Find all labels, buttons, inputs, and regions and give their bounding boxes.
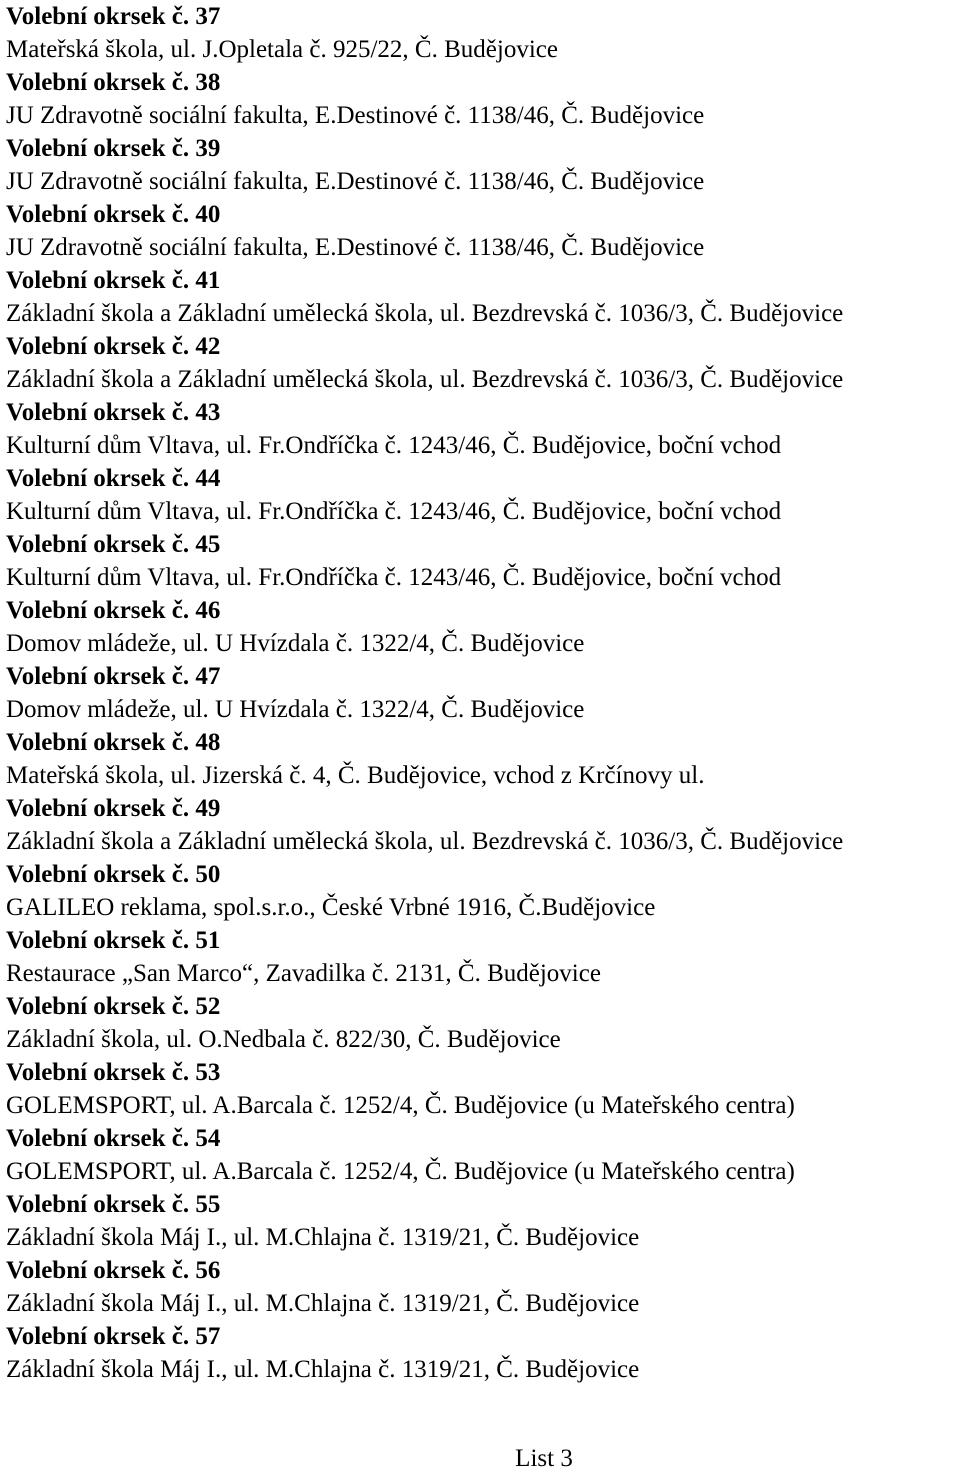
polling-address: JU Zdravotně sociální fakulta, E.Destinové č. 1138/46, Č. Budějovice: [6, 102, 705, 129]
district-entry: [6, 924, 960, 990]
district-list: [6, 0, 960, 1386]
district-heading: Volební okrsek č. 43: [6, 399, 221, 426]
district-entry: [6, 990, 960, 1056]
district-entry: [6, 396, 960, 462]
district-heading: Volební okrsek č. 56: [6, 1257, 221, 1284]
polling-address: Základní škola Máj I., ul. M.Chlajna č. 1319/21, Č. Budějovice: [6, 1290, 640, 1317]
district-heading: Volební okrsek č. 38: [6, 69, 221, 96]
polling-address: Kulturní dům Vltava, ul. Fr.Ondříčka č. 1243/46, Č. Budějovice, boční vchod: [6, 564, 782, 591]
district-heading: Volební okrsek č. 51: [6, 927, 221, 954]
district-entry: [6, 1188, 960, 1254]
district-heading: Volební okrsek č. 37: [6, 3, 221, 30]
district-entry: [6, 858, 960, 924]
polling-address: Základní škola a Základní umělecká škola, ul. Bezdrevská č. 1036/3, Č. Budějovice: [6, 300, 844, 327]
district-entry: [6, 132, 960, 198]
district-heading: Volební okrsek č. 53: [6, 1059, 221, 1086]
polling-address: GOLEMSPORT, ul. A.Barcala č. 1252/4, Č. Budějovice (u Mateřského centra): [6, 1158, 795, 1185]
page-footer-label: List 3: [515, 1445, 573, 1472]
district-heading: Volební okrsek č. 48: [6, 729, 221, 756]
district-heading: Volební okrsek č. 41: [6, 267, 221, 294]
district-heading: Volební okrsek č. 54: [6, 1125, 221, 1152]
district-entry: [6, 198, 960, 264]
district-heading: Volební okrsek č. 49: [6, 795, 221, 822]
polling-address: JU Zdravotně sociální fakulta, E.Destinové č. 1138/46, Č. Budějovice: [6, 168, 705, 195]
district-entry: [6, 726, 960, 792]
polling-address: Domov mládeže, ul. U Hvízdala č. 1322/4, Č. Budějovice: [6, 696, 585, 723]
district-entry: [6, 330, 960, 396]
district-entry: [6, 1320, 960, 1386]
polling-address: Kulturní dům Vltava, ul. Fr.Ondříčka č. 1243/46, Č. Budějovice, boční vchod: [6, 498, 782, 525]
district-entry: [6, 594, 960, 660]
district-heading: Volební okrsek č. 50: [6, 861, 221, 888]
polling-address: Mateřská škola, ul. J.Opletala č. 925/22, Č. Budějovice: [6, 36, 558, 63]
polling-address: GOLEMSPORT, ul. A.Barcala č. 1252/4, Č. Budějovice (u Mateřského centra): [6, 1092, 795, 1119]
polling-address: Domov mládeže, ul. U Hvízdala č. 1322/4, Č. Budějovice: [6, 630, 585, 657]
district-entry: [6, 66, 960, 132]
district-entry: [6, 1122, 960, 1188]
district-entry: [6, 660, 960, 726]
polling-address: Základní škola a Základní umělecká škola, ul. Bezdrevská č. 1036/3, Č. Budějovice: [6, 366, 844, 393]
district-entry: [6, 528, 960, 594]
polling-address: Kulturní dům Vltava, ul. Fr.Ondříčka č. 1243/46, Č. Budějovice, boční vchod: [6, 432, 782, 459]
district-entry: [6, 462, 960, 528]
district-heading: Volební okrsek č. 39: [6, 135, 221, 162]
polling-address: Základní škola Máj I., ul. M.Chlajna č. 1319/21, Č. Budějovice: [6, 1356, 640, 1383]
district-entry: [6, 0, 960, 66]
district-heading: Volební okrsek č. 45: [6, 531, 221, 558]
district-heading: Volební okrsek č. 57: [6, 1323, 221, 1350]
district-heading: Volební okrsek č. 55: [6, 1191, 221, 1218]
polling-address: Mateřská škola, ul. Jizerská č. 4, Č. Budějovice, vchod z Krčínovy ul.: [6, 762, 705, 789]
district-entry: [6, 1056, 960, 1122]
polling-address: Restaurace „San Marco“, Zavadilka č. 2131, Č. Budějovice: [6, 960, 601, 987]
district-heading: Volební okrsek č. 47: [6, 663, 221, 690]
district-entry: [6, 264, 960, 330]
polling-address: Základní škola a Základní umělecká škola, ul. Bezdrevská č. 1036/3, Č. Budějovice: [6, 828, 844, 855]
district-heading: Volební okrsek č. 52: [6, 993, 221, 1020]
district-heading: Volební okrsek č. 40: [6, 201, 221, 228]
polling-address: JU Zdravotně sociální fakulta, E.Destinové č. 1138/46, Č. Budějovice: [6, 234, 705, 261]
district-entry: [6, 1254, 960, 1320]
district-heading: Volební okrsek č. 46: [6, 597, 221, 624]
district-heading: Volební okrsek č. 42: [6, 333, 221, 360]
polling-address: Základní škola, ul. O.Nedbala č. 822/30, Č. Budějovice: [6, 1026, 561, 1053]
polling-address: Základní škola Máj I., ul. M.Chlajna č. 1319/21, Č. Budějovice: [6, 1224, 640, 1251]
polling-address: GALILEO reklama, spol.s.r.o., České Vrbné 1916, Č.Budějovice: [6, 894, 656, 921]
district-entry: [6, 792, 960, 858]
district-heading: Volební okrsek č. 44: [6, 465, 221, 492]
